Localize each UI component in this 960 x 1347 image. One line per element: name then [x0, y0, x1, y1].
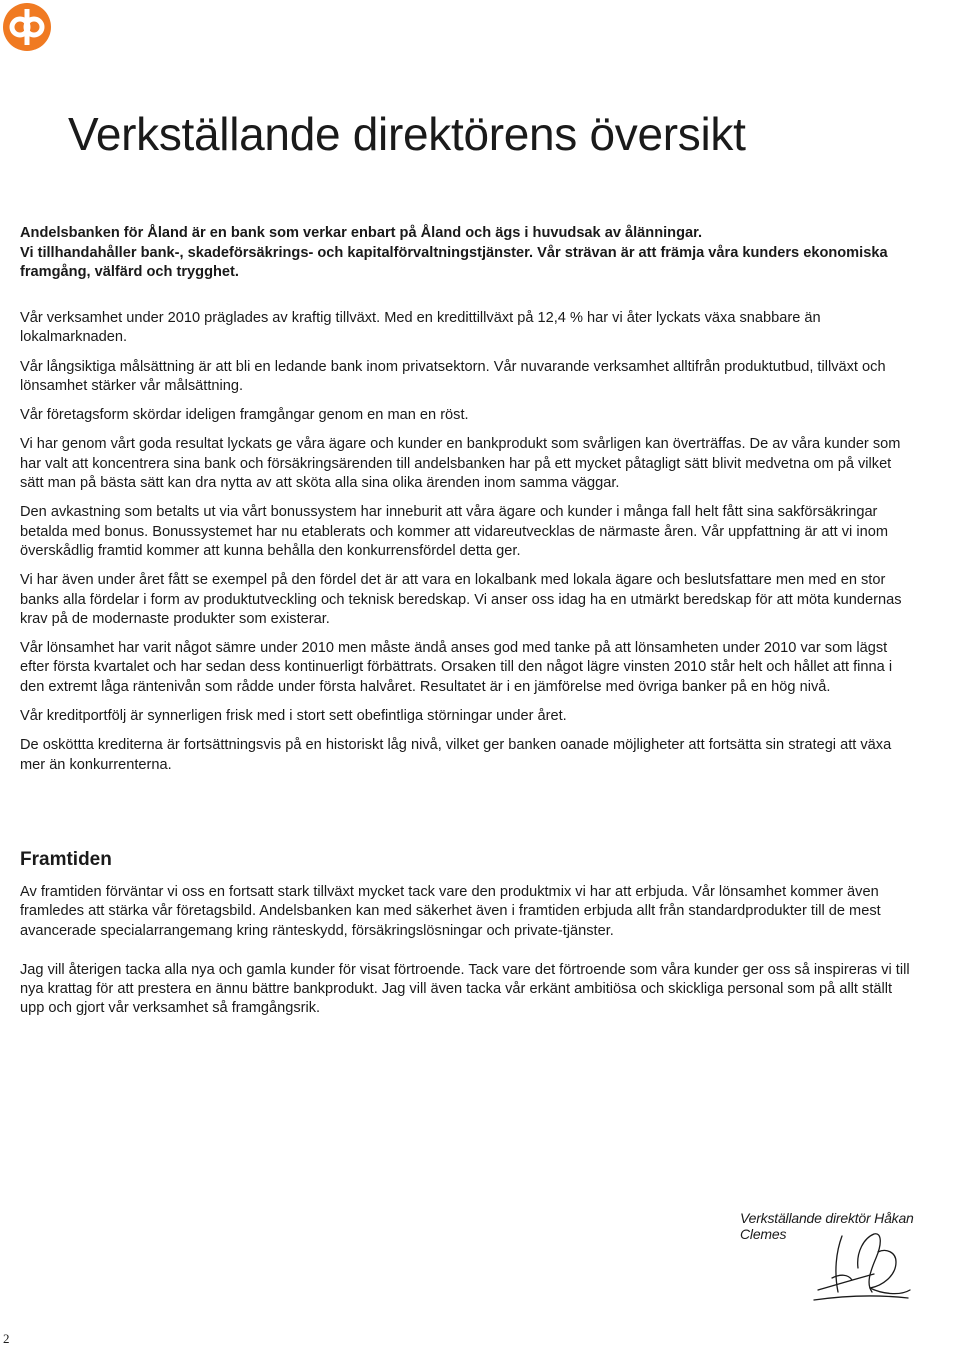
op-logo-icon: [3, 3, 51, 51]
lead-paragraph: [20, 224, 900, 283]
body-paragraph: Vår lönsamhet har varit något sämre under 2010 men måste ändå anses god med tanke på att lönsamheten under 2010 var som lägst efter första kvartalet och har sedan dess kontinuerligt förbättrats. Orsaken till den något lägre vinsten 2010 står helt och hållet att finna i den extremt låga räntenivån som rådde under första halvåret. Resultatet är i en jämförelse med övriga banker på en hög nivå.: [20, 640, 893, 695]
main-body: [20, 309, 910, 785]
body-paragraph: De osköttta krediterna är fortsättningsvis på en historiskt låg nivå, vilket ger banken oanade möjligheter att fortsätta sin strategi att växa mer än konkurrenterna.: [20, 737, 892, 773]
body-paragraph: Vår långsiktiga målsättning är att bli en ledande bank inom privatsektorn. Vår nuvarande verksamhet alltifrån produktutbud, tillväxt och lönsamhet stärker vår målsättning.: [20, 358, 886, 394]
section-heading-future: Framtiden: [20, 849, 112, 870]
body-paragraph: Vår företagsform skördar ideligen framgångar genom en man en röst.: [20, 407, 469, 424]
future-paragraph: Av framtiden förväntar vi oss en fortsatt stark tillväxt mycket tack vare den produktmix vi har att erbjuda. Vår lönsamhet kommer även framledes att stärka vår företagsbild. Andelsbanken kan med säkerhet även i framtiden erbjuda allt från standardprodukter till de mest avancerade specialarrangemang kring ränteskydd, försäkringslösningar och private-tjänster.: [20, 884, 881, 939]
page-number: 2: [3, 1331, 10, 1346]
body-paragraph: Vi har genom vårt goda resultat lyckats ge våra ägare och kunder en bankprodukt som svårligen kan överträffas. De av våra kunder som har valt att koncentrera sina bank och försäkringsärenden till andelsbanken har på ett mycket påtagligt sätt blivit medvetna om på vilket sätt man på bästa sätt kan dra nytta av att sköta alla sina olika ärenden inom samma väggar.: [20, 436, 901, 492]
future-body: [20, 883, 910, 1039]
future-paragraph: Jag vill återigen tacka alla nya och gamla kunder för visat förtroende. Tack vare det förtroende som våra kunder ger oss så inspireras vi till nya krattag för att prestera en ännu bättre bankprodukt. Jag vill även tacka vår erkänt ambitiösa och skickliga personal som på allt ställt upp och gjort vår verksamhet så framgångsrik.: [20, 961, 910, 1017]
lead-line: Andelsbanken för Åland är en bank som verkar enbart på Åland och ägs i huvudsak av ålänningar.: [20, 225, 703, 241]
page-title: Verkställande direktörens översikt: [68, 108, 746, 160]
body-paragraph: Den avkastning som betalts ut via vårt bonussystem har inneburit att våra ägare och kunder i många fall helt fått sina sakförsäkringar betalda med bonus. Bonussystemet har nu etablerats och kommer att vidareutvecklas de närmaste åren. Vår uppfattning är att vi inom överskådlig framtid kommer att kunna behålla den konkurrensfördel detta ger.: [20, 504, 888, 559]
body-paragraph: Vår verksamhet under 2010 präglades av kraftig tillväxt. Med en kredittillväxt på 12,4 % har vi åter lyckats växa snabbare än lokalmarknaden.: [20, 310, 821, 346]
body-paragraph: Vi har även under året fått se exempel på den fördel det är att vara en lokalbank med lokala ägare och beslutsfattare men med en stor banks alla fördelar i form av produktutveckling och teknisk beredskap. Vi anser oss idag ha en utmärkt beredskap för att möta kundernas krav på de modernaste produkter som existerar.: [20, 572, 902, 627]
handwritten-signature: [812, 1228, 912, 1304]
lead-line: Vi tillhandahåller bank-, skadeförsäkrings- och kapitalförvaltningstjänster. Vår strävan är att främja våra kunders ekonomiska framgång, välfärd och trygghet.: [20, 244, 888, 280]
signature-caption: Verkställande direktör Håkan Clemes: [740, 1210, 914, 1242]
body-paragraph: Vår kreditportfölj är synnerligen frisk med i stort sett obefintliga störningar under året.: [20, 708, 567, 725]
